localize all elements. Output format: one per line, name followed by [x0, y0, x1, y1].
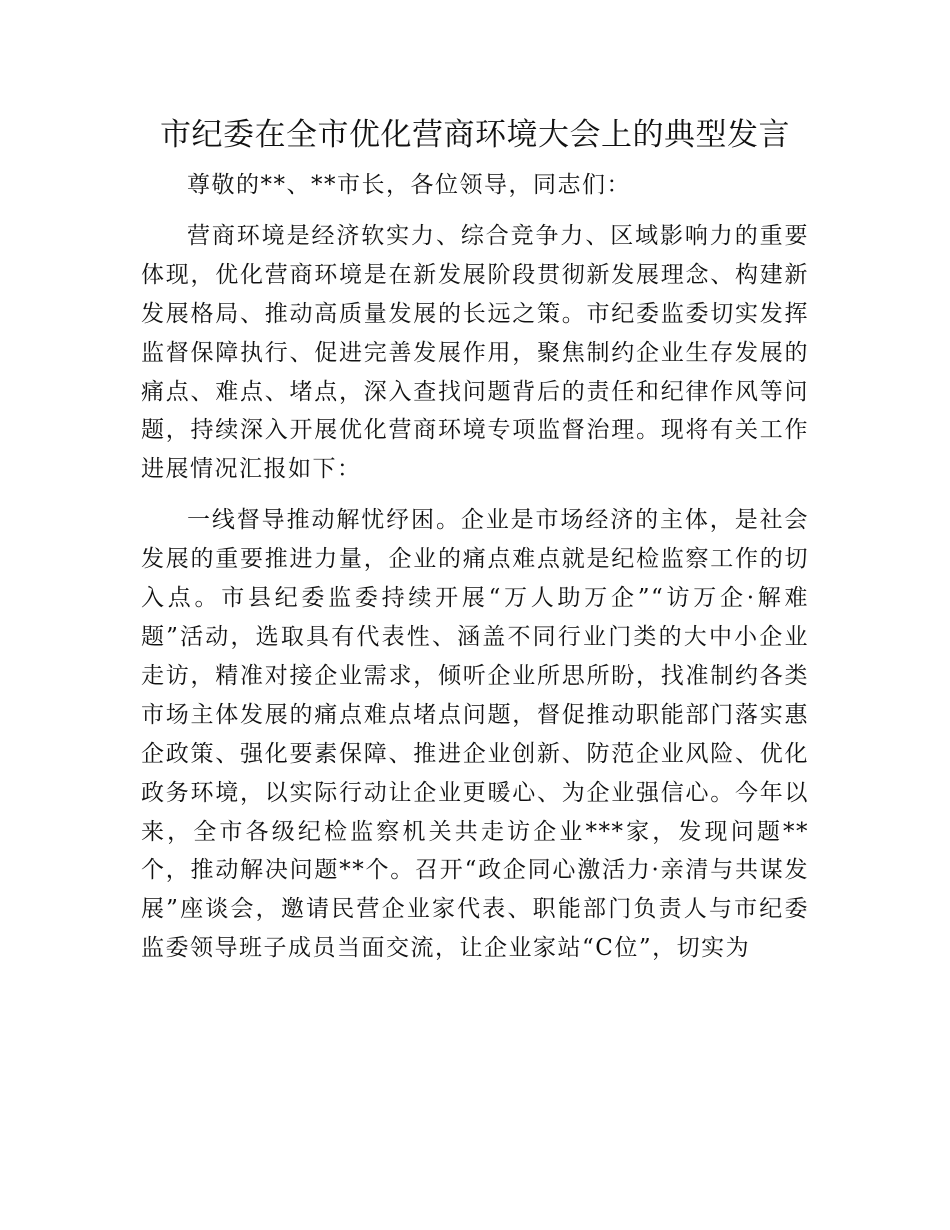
salutation: 尊敬的**、**市长，各位领导，同志们：	[187, 172, 631, 198]
paragraph-intro: 营商环境是经济软实力、综合竞争力、区域影响力的重要体现，优化营商环境是在新发展阶段贯彻新发展理念、构建新发展格局、推动高质量发展的长远之策。市纪委监委切实发挥监督保障执行、促进完善发展作用，聚焦制约企业生存发展的痛点、难点、堵点，深入查找问题背后的责任和纪律作风等问题，持续深入开展优化营商环境专项监督治理。现将有关工作进展情况汇报如下：	[141, 222, 809, 483]
document-title: 市纪委在全市优化营商环境大会上的典型发言	[160, 117, 790, 153]
paragraph-frontline-supervision: 一线督导推动解忧纾困。企业是市场经济的主体，是社会发展的重要推进力量，企业的痛点难点就是纪检监察工作的切入点。市县纪委监委持续开展“万人助万企”“访万企·解难题”活动，选取具有代表性、涵盖不同行业门类的大中小企业走访，精准对接企业需求，倾听企业所思所盼，找准制约各类市场主体发展的痛点难点堵点问题，督促推动职能部门落实惠企政策、强化要素保障、推进企业创新、防范企业风险、优化政务环境，以实际行动让企业更暖心、为企业强信心。今年以来，全市各级纪检监察机关共走访企业***家，发现问题**个，推动解决问题**个。召开“政企同心激活力·亲清与共谋发展”座谈会，邀请民营企业家代表、职能部门负责人与市纪委监委领导班子成员当面交流，让企业家站“C位”，切实为	[141, 507, 809, 962]
document-page	[141, 112, 809, 968]
